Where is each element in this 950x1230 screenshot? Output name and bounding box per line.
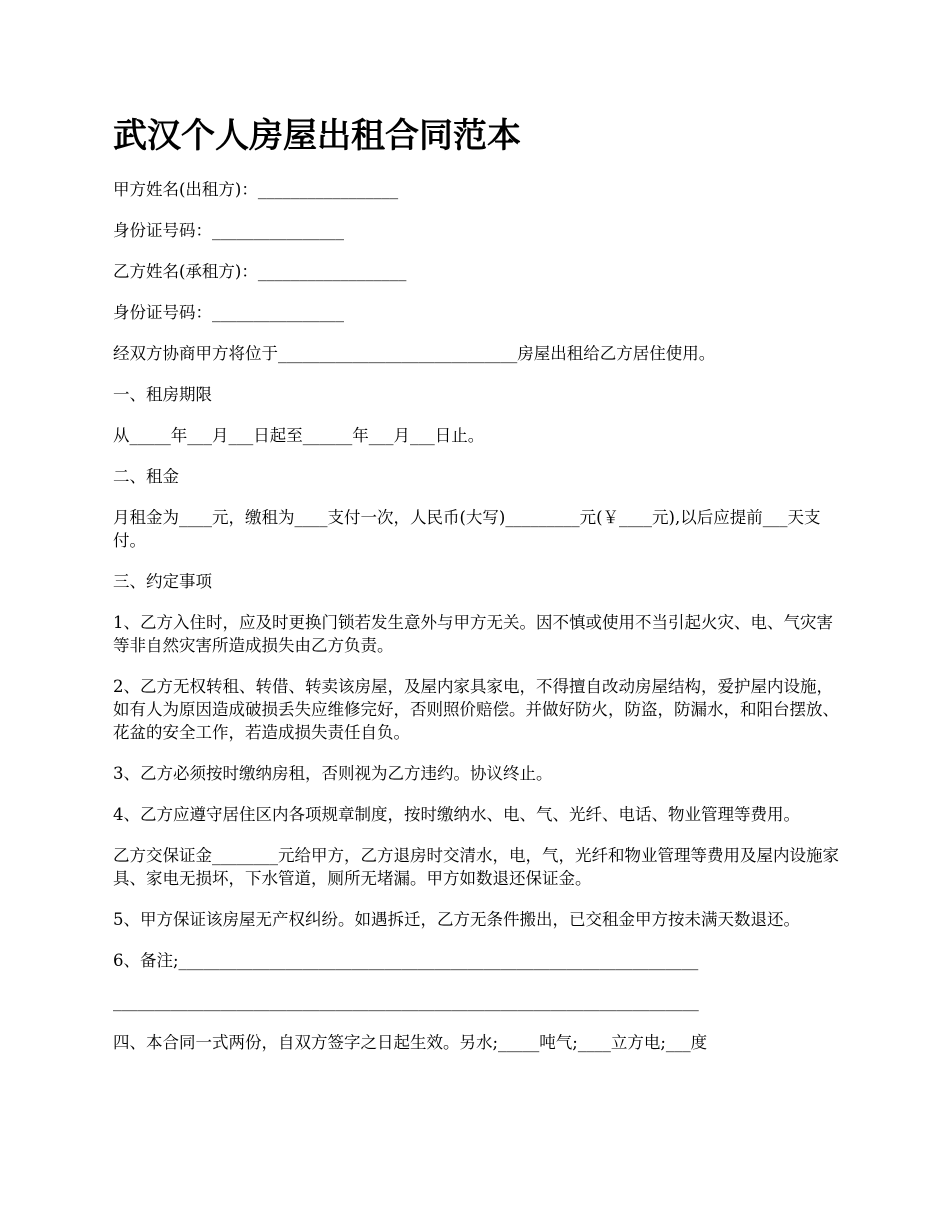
party-a-id-line: 身份证号码：________________ xyxy=(113,221,344,240)
clause-1-paragraph: 1、乙方入住时，应及时更换门锁若发生意外与甲方无关。因不慎或使用不当引起火灾、电、气灾害等非自然灾害所造成损失由乙方负责。 xyxy=(113,613,833,655)
party-b-name-line: 乙方姓名(承租方)：__________________ xyxy=(113,262,407,281)
clause-5-paragraph: 5、甲方保证该房屋无产权纠纷。如遇拆迁，乙方无条件搬出，已交租金甲方按未满天数退还。 xyxy=(113,910,800,929)
lease-term-line: 从_____年___月___日起至______年___月___日止。 xyxy=(113,426,485,445)
property-location-line: 经双方协商甲方将位于_____________________________房屋出租给乙方居住使用。 xyxy=(113,344,716,363)
section-heading-validity: 四、本合同一式两份，自双方签字之日起生效。另水;_____吨气;____立方电;___度 xyxy=(113,1033,708,1052)
clause-3-paragraph: 3、乙方必须按时缴纳房租，否则视为乙方违约。协议终止。 xyxy=(113,764,553,783)
rent-terms-paragraph: 月租金为____元，缴租为____支付一次，人民币(大写)_________元(￥____元),以后应提前___天支付。 xyxy=(113,508,821,550)
party-b-id-line: 身份证号码：________________ xyxy=(113,303,344,322)
document-title: 武汉个人房屋出租合同范本 xyxy=(113,116,521,156)
deposit-paragraph: 乙方交保证金________元给甲方，乙方退房时交清水，电，气，光纤和物业管理等费用及屋内设施家具、家电无损坏，下水管道，厕所无堵漏。甲方如数退还保证金。 xyxy=(113,846,839,888)
remarks-line: 6、备注;_______________________________________________________________ xyxy=(113,951,699,970)
section-heading-lease-term: 一、租房期限 xyxy=(113,385,212,404)
clause-4-paragraph: 4、乙方应遵守居住区内各项规章制度，按时缴纳水、电、气、光纤、电话、物业管理等费用。 xyxy=(113,805,800,824)
remarks-continuation-line: _______________________________________________________________________ xyxy=(113,992,699,1011)
clause-2-paragraph: 2、乙方无权转租、转借、转卖该房屋，及屋内家具家电，不得擅自改动房屋结构，爱护屋内设施，如有人为原因造成破损丢失应维修完好，否则照价赔偿。并做好防火，防盗，防漏水，和阳台摆放、花盆的安全工作，若造成损失责任自负。 xyxy=(113,677,839,742)
section-heading-rent: 二、租金 xyxy=(113,467,179,486)
section-heading-agreements: 三、约定事项 xyxy=(113,572,212,591)
document-page xyxy=(113,110,848,1072)
party-a-name-line: 甲方姓名(出租方)：_________________ xyxy=(113,180,399,199)
